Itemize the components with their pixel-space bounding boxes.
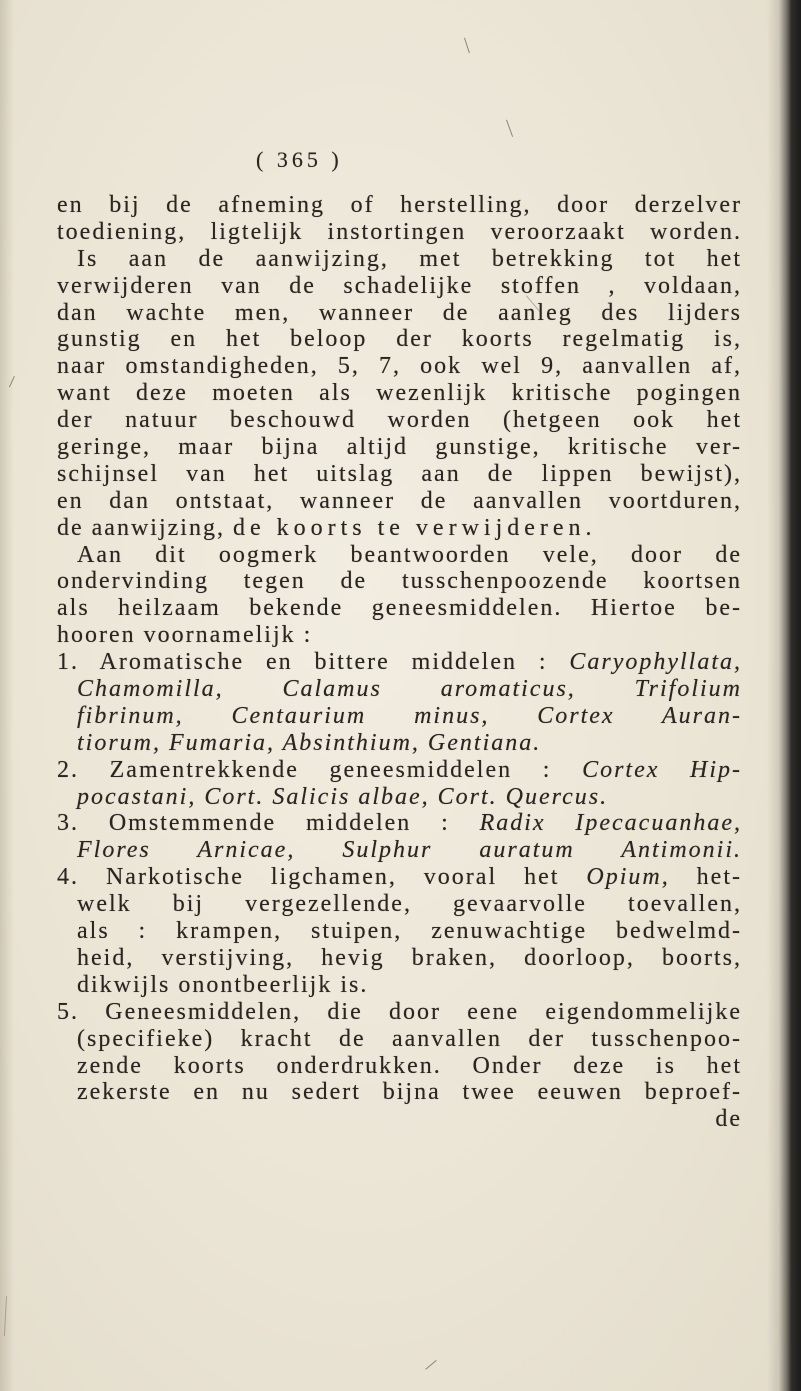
paragraph-start-line bbox=[57, 246, 742, 273]
text-segment: Is aan de aanwijzing, met betrekking tot het bbox=[77, 245, 742, 272]
text-segment: welk bij vergezellende, gevaarvolle toevallen, bbox=[77, 891, 742, 918]
list-item-3-line bbox=[57, 810, 742, 837]
text-segment: Aan dit oogmerk beantwoorden vele, door de bbox=[77, 541, 742, 568]
text-segment: (specifieke) kracht de aanvallen der tusschenpoo- bbox=[77, 1025, 742, 1052]
text-segment: toediening, ligtelijk instortingen veroorzaakt worden. bbox=[57, 218, 742, 245]
text-segment: 1. Aromatische en bittere middelen : bbox=[57, 649, 570, 676]
latin-name-italic: tiorum, Fumaria, Absinthium, Gentiana. bbox=[77, 729, 542, 756]
text-segment: heid, verstijving, hevig braken, doorloop, boorts, bbox=[77, 944, 742, 971]
text-segment: en bij de afneming of herstelling, door derzelver bbox=[57, 192, 742, 218]
text-segment: en dan ontstaat, wanneer de aanvallen voortduren, bbox=[57, 487, 742, 514]
list-item-2-line bbox=[57, 757, 742, 784]
text-line bbox=[57, 219, 742, 246]
list-item-4-line bbox=[57, 864, 742, 891]
text-segment: de aanwijzing, bbox=[57, 514, 233, 541]
latin-name-italic: Radix Ipecacuanhae, bbox=[479, 810, 742, 837]
scan-mark bbox=[425, 1360, 436, 1370]
text-segment: . bbox=[585, 514, 594, 541]
text-line bbox=[57, 434, 742, 461]
text-line bbox=[57, 326, 742, 353]
latin-name-italic: fibrinum, Centaurium minus, Cortex Auran- bbox=[77, 702, 742, 729]
list-item-1-line bbox=[57, 730, 742, 757]
list-item-4-line bbox=[57, 891, 742, 918]
binding-shadow bbox=[767, 0, 801, 1391]
list-item-1-line bbox=[57, 649, 742, 676]
text-segment: zende koorts onderdrukken. Onder deze is het bbox=[77, 1052, 742, 1079]
list-item-5-line bbox=[57, 1053, 742, 1080]
latin-name-italic: Caryophyllata, bbox=[569, 649, 742, 676]
text-line bbox=[57, 353, 742, 380]
list-item-5-line bbox=[57, 1079, 742, 1106]
page-edge-shading bbox=[0, 0, 14, 1391]
text-segment: dikwijls onontbeerlijk is. bbox=[77, 971, 369, 998]
list-item-1-line bbox=[57, 676, 742, 703]
catchword-text: de bbox=[715, 1106, 742, 1133]
text-segment: want deze moeten als wezenlijk kritische pogingen bbox=[57, 380, 742, 407]
latin-name-italic: Cortex Hip- bbox=[582, 756, 743, 783]
text-segment: gunstig en het beloop der koorts regelmatig is, bbox=[57, 326, 742, 353]
text-segment: als : krampen, stuipen, zenuwachtige bedwelmd- bbox=[77, 918, 742, 945]
emphasized-spaced-text: de koorts te verwijderen bbox=[232, 514, 586, 541]
text-line bbox=[57, 407, 742, 434]
text-segment: 4. Narkotische ligchamen, vooral het bbox=[57, 864, 587, 891]
page-number-header: ( 365 ) bbox=[256, 147, 343, 172]
latin-name-italic: Chamomilla, Calamus aromaticus, Trifolium bbox=[77, 676, 742, 703]
text-segment: zekerste en nu sedert bijna twee eeuwen beproef- bbox=[77, 1079, 742, 1106]
text-segment: verwijderen van de schadelijke stoffen , voldaan, bbox=[57, 272, 742, 299]
text-segment: geringe, maar bijna altijd gunstige, kritische ver- bbox=[57, 434, 742, 461]
scan-mark bbox=[464, 38, 470, 54]
list-item-4-line bbox=[57, 945, 742, 972]
text-segment: der natuur beschouwd worden (hetgeen ook het bbox=[57, 407, 742, 434]
text-segment: het- bbox=[669, 864, 742, 891]
text-segment: dan wachte men, wanneer de aanleg des lijders bbox=[57, 299, 742, 326]
text-line bbox=[57, 622, 742, 649]
text-line bbox=[57, 273, 742, 300]
text-segment: 2. Zamentrekkende geneesmiddelen : bbox=[57, 756, 583, 783]
text-segment: ondervinding tegen de tusschenpoozende koortsen bbox=[57, 568, 742, 595]
text-line bbox=[57, 515, 742, 542]
paragraph-start-line bbox=[57, 542, 742, 569]
list-item-5-line bbox=[57, 999, 742, 1026]
text-segment: 3. Omstemmende middelen : bbox=[57, 810, 480, 837]
text-segment: schijnsel van het uitslag aan de lippen bewijst), bbox=[57, 460, 742, 487]
text-line bbox=[57, 380, 742, 407]
list-item-5-line bbox=[57, 1026, 742, 1053]
text-line bbox=[57, 192, 742, 219]
text-segment: 5. Geneesmiddelen, die door eene eigendommelijke bbox=[57, 998, 742, 1025]
text-line bbox=[57, 568, 742, 595]
catchword bbox=[57, 1106, 742, 1133]
latin-name-italic: pocastani, Cort. Salicis albae, Cort. Quercus. bbox=[77, 783, 609, 810]
text-segment: hooren voornamelijk : bbox=[57, 622, 313, 649]
text-segment: als heilzaam bekende geneesmiddelen. Hiertoe be- bbox=[57, 595, 742, 622]
list-item-1-line bbox=[57, 703, 742, 730]
list-item-3-line bbox=[57, 837, 742, 864]
text-line bbox=[57, 595, 742, 622]
text-line bbox=[57, 300, 742, 327]
body-text bbox=[57, 192, 742, 1133]
list-item-4-line bbox=[57, 972, 742, 999]
text-line bbox=[57, 461, 742, 488]
latin-name-italic: Opium, bbox=[586, 864, 670, 891]
text-segment: naar omstandigheden, 5, 7, ook wel 9, aanvallen af, bbox=[57, 353, 742, 380]
list-item-2-line bbox=[57, 784, 742, 811]
latin-name-italic: Flores Arnicae, Sulphur auratum Antimonii. bbox=[77, 837, 742, 864]
scan-mark bbox=[506, 120, 513, 137]
list-item-4-line bbox=[57, 918, 742, 945]
text-line bbox=[57, 488, 742, 515]
